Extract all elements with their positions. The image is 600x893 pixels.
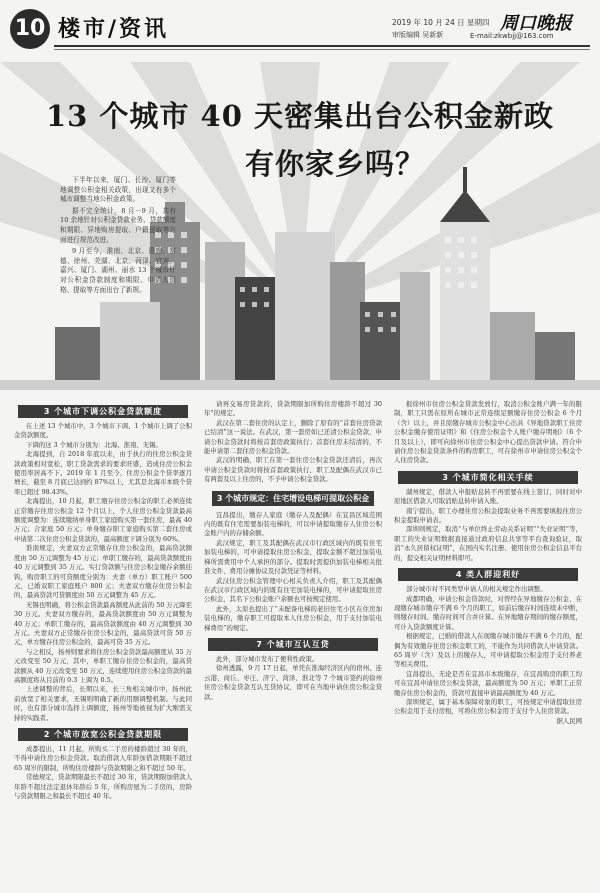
headline-line-2: 有你家乡吗？ — [244, 147, 425, 181]
lead-paragraph: 据不完全统计，8 月－9 月，共有 10 余地针对公积金贷款业务、贷款额度和期限、异地购房提取、户籍提取等方面进行规范改进。 — [60, 206, 176, 244]
newspaper-logo: 周口晚报 — [500, 13, 572, 34]
page-number: 10 — [10, 9, 50, 49]
body-paragraph: 武汉的明确，职工在第一套住房公积金贷款还清后，再次申请公积金贷款时将按首套政策执行，职工及配偶在武汉市已有两套及以上住房的，不予申请公积金贷款。 — [204, 456, 382, 484]
header-rule-thin — [54, 49, 590, 50]
body-paragraph: 北海提出，10 月起，职工缴存住房公积金的职工必须连续正常缴存住房公积金 12 个月以上，个人住房公积金贷款最高额度调整为：连续缴纳单身职工家庭购买第一套住房，最高 40 万元；合家庭 50 万元；单身缴存职工家庭购买第二套住房或申请第二次住房公积金贷款的，最高额度下调分别为 60%。 — [14, 497, 192, 543]
body-paragraph: 上述调整的背后，长期以来，长三角相关城市中，扬州此前放宽了相关要求，无锡则明确了新的用额调整机制。与此同时，也有部分城市选择上调额度，扬州等地被视为扩大刚需支持的实践者。 — [14, 685, 192, 722]
body-paragraph: 与之相反，扬州则要求将住房公积金贷款最高额度从 35 万元改变至 50 万元，其中，单职工缴存住房公积金的，最高贷款额从 40 万元改变至 50 万元，连续使用住房公积金贷款的最高额度将从目前的 0.3 上调为 0.5。 — [14, 647, 192, 684]
header-rule — [54, 45, 590, 47]
source-credit: 据人民网 — [556, 716, 582, 725]
subheading: 7 个城市互认互贷 — [208, 638, 378, 651]
section-title: 楼市/资讯 — [58, 16, 170, 42]
subheading: 3 个城市简化相关手续 — [398, 471, 578, 484]
body-paragraph: 武汉住房公积金管理中心相关负责人介绍，职工及其配偶在武汉市行政区域内的既有住宅加装电梯的，可申请提取住房公积金，其名下公积金账户余额也可按规定使用。 — [204, 576, 382, 604]
body-paragraph: 此外，太原也提出了“未配备电梯的老旧住宅小区在住房加装电梯的，缴存职工可提取本人住房公积金，用于支付加装电梯费用”的规定。 — [204, 604, 382, 632]
subheading: 2 个城市放宽公积金贷款期限 — [18, 728, 188, 741]
lead-paragraph: 下半年以来，厦门、长沙、厦门等地调整公积金相关政策，出现又有多个城市调整当地公积金政策。 — [60, 176, 176, 204]
body-paragraph: 南宁提出，职工办理住房公积金提取业务不再需要填报住房公积金提取申请表。 — [394, 506, 582, 525]
contact-email: E-mail:zkwbjj@163.com — [470, 32, 554, 40]
body-paragraph: 成都提出，11 月起，所购买二手房的楼龄超过 30 年的，不得申请住房公积金贷款。取消借款人年龄加借款期限不超过 65 周岁的限制，所购住房楼龄与贷款期限之和不超过 50 年。 — [14, 745, 192, 772]
editor-credit: 审版编辑 吴新新 — [392, 31, 444, 39]
issue-date: 2019 年 10 月 24 日 星期四 — [392, 18, 490, 27]
article-column-1 — [14, 400, 192, 888]
body-paragraph: 北海提到，自 2018 年底以来，由于执行的住房公积金贷款政策相对宽松，职工贷款需求的要求旺盛，造成住房公积金使用率居高不下。2019 年 1 月至今，住房公积金个贷率逐月增长，截至 8 月底已达到约 87%以上，尤其是北海市本级个贷率已超过 98.43%。 — [14, 450, 192, 496]
body-paragraph: 深圳规定，属于基本保障对象的职工，可按规定申请提取住房公积金用于支付房租，可将住房公积金用于支付个人住房贷款。 — [394, 697, 582, 716]
body-paragraph: 淮南规定，夫妻双方正常缴存住房公积金的，最高贷款额度由 50 万元调整为 45 万元；单职工缴存的，最高贷款额度由 40 万元调整到 35 万元。实行贷款额与住房公积金缴存余额挂钩，购房职工的可贷额度分别为：夫妻（单方）职工账户 500 元，已婚双职工家庭账户 800 元；夫妻双方缴存住房公积金的，最高贷款可贷额度由 50 万元调整为 45 万元。 — [14, 544, 192, 600]
page-header — [0, 0, 600, 62]
headline-line-1: 13 个城市 40 天密集出台公积金新政 — [45, 99, 554, 133]
body-paragraph: 在上述 13 个城市中，3 个城市下调、1 个城市上调了公积金贷款额度。 — [14, 422, 192, 440]
body-paragraph: 宜昌提出，缴存人家庭（缴存人及配偶）在宜昌区域范围内的既有住宅需要加装电梯的，可以申请提取缴存人住房公积金账户内的存储余额。 — [204, 510, 382, 538]
body-paragraph: 根据规定，已婚的借款人在现缴存城市缴存不满 6 个月的，配偶为有效缴存住房公积金职工的，不能作为共同借款人申请贷款。65 周岁（含）及以上的缴存人，可申请提取公积金用于支付养老等相关费用。 — [394, 632, 582, 669]
subheading: 4 类人群迎利好 — [398, 568, 578, 581]
lead-paragraphs — [60, 176, 176, 297]
body-paragraph: 湖州规定，借款人申报贴息转不再需要在线上签订，同时对中原地区借款人可取消贴息转申请入账。 — [394, 487, 582, 506]
body-paragraph: 徐州透露，9 月 17 日起，单凭在淮海经济区内的宿州、连云港、商丘、枣庄、济宁、菏泽、淮北等 7 个城市签约的徐州住房公积金贷款互认互贷协议，即可在当地申请住房公积金贷款。 — [204, 664, 382, 701]
body-paragraph: 武汉规定，职工及其配偶在武汉市行政区域内的既有住宅加装电梯的，可申请提取住房公积金，提取金额不超过加装电梯所需费用中个人承担的部分。提取时需提供加装电梯相关批准文件、费用分摊协议及付款凭证等材料。 — [204, 538, 382, 576]
body-paragraph: 无锡也明确，将公积金贷款最高额度从此前的 50 万元降至 30 万元。夫妻双方缴存的，最高贷款额度由 50 万元调整为 40 万元；单职工缴存的，最高贷款额度由 40 万元调整到 30 万元。夫妻双方正常缴存住房公积金的，最高贷款可贷 50 万元，单方缴存住房公积金的，最高可贷 35 万元。 — [14, 600, 192, 647]
body-paragraph: 常德规定，贷款期限最长不超过 30 年，贷款期限加借款人年龄不超过法定退休年龄后 5 年，所购房屋为二手房的，房龄与贷款期限之和最长不超过 40 年。 — [14, 773, 192, 801]
article-column-2 — [204, 400, 382, 888]
body-paragraph: 请再交易房贷款的，贷款期限加所购住房楼龄不超过 30 年”的规定。 — [204, 400, 382, 418]
body-paragraph: 下调的这 3 个城市分别为：北海、淮南、无锡。 — [26, 440, 162, 449]
subheading: 3 个城市下调公积金贷款额度 — [18, 405, 188, 418]
body-paragraph: 成都明确，申请公积金贷款时，对曾经在异地缴存公积金、在现缴存城市缴存不满 6 个月的职工，如前后缴存时间连续未中断，则缴存时间、缴存时间可合并计算。在异地缴存期间的缴存额度，可计入贷款额度计算。 — [394, 594, 582, 631]
body-paragraph: 深圳则规定，取消“与单位终止劳动关系证明”“失业证明”等，职工的失业证明数据直接通过政府信息共享等平台查询验证，取消“永久居留权证明”，在国内实名注册、使用住房公积金信息平台的，提交相关证明材料即可。 — [394, 525, 582, 562]
body-paragraph: 此外，部分城市发布了便利性政策。 — [216, 654, 319, 663]
body-paragraph: 报徐州市住房公积金贷款发放行，取消公积金账户满一年的限制，职工只需在原所在城市正常连续足额缴存住房公积金 6 个月（含）以上，并且原缴存城市公积金中心出具《异地贷款职工住房公积金缴存使用证明》和《住房公积金个人账户缴存明细》（6 个月及以上），即可向徐州市住房公积金中心提出贷款申请。符合申请住房公积金贷款条件的购房职工，可在徐州市申请住房公积金个人住房贷款。 — [394, 400, 582, 465]
body-paragraph: 宜昌提出，无论是否在宜昌市本级缴存，在宜昌购房的职工均可在宜昌申请住房公积金贷款，最高额度为 50 万元；单职工正常缴存住房公积金的，贷款可直接申请最高额度为 40 万元。 — [394, 669, 582, 697]
body-paragraph: 部分城市对不同类型申请人的相关规定作出调整。 — [406, 585, 547, 594]
body-paragraph: 武汉在第二套住房的认定上，删除了原有的“首套住房贷款已结清”这一说法。在武汉，第一套房如已还清公积金贷款，申请公积金贷款时将按首套房政策执行；首套住房未结清的，不能申请第二套住房公积金贷款。 — [204, 418, 382, 456]
article-column-3 — [394, 400, 582, 888]
lead-paragraph: 9 月至今，淮南、北京、恩施、常德、徐州、芜湖、北京、菏泽、宜宾、嘉兴、厦门、湖州、丽水 13 个城市针对公积金贷款制度和期限、申请人资格、提取等方面出台了新规。 — [60, 247, 176, 294]
subheading: 3 个城市规定：住宅增设电梯可提取公积金 — [212, 491, 374, 506]
